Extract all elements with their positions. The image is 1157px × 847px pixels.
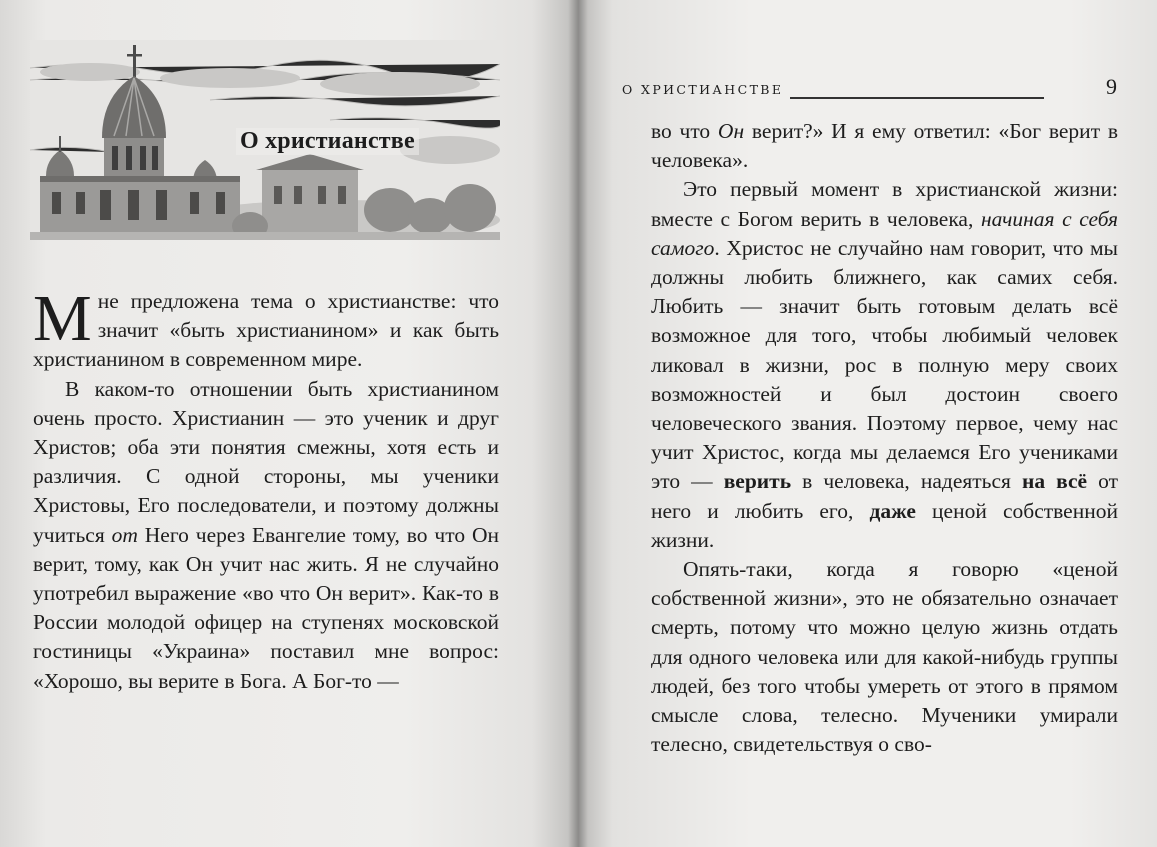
running-head-rule (790, 97, 1044, 99)
p2-bold-1: верить (723, 469, 792, 494)
p2-bold-2: на всё (1021, 469, 1088, 494)
p2-text-d: от него и любить его, (651, 469, 1118, 523)
p2-text-a: Это первый момент в христианской жизни: вместе с Богом верить в человека, (651, 177, 1118, 231)
paragraph-1 (33, 282, 499, 375)
paragraph-2 (33, 375, 499, 696)
chapter-title: О христианстве (236, 128, 419, 155)
paragraph-first-moment (651, 175, 1118, 555)
p3-text: Опять-таки, когда я говорю «ценой собственной жизни», это не обязательно означает смерть, потому что можно целую жизнь отдать для одного человека или для какой-нибудь группы людей, без того чтобы умереть от этого в прямом смысле слова, телесно. Мученики умирали телесно, свидетельствуя о сво- (651, 557, 1118, 757)
paragraph-2-text-a: В каком-то отношении быть христианином очень просто. Христианин — это ученик и друг Христов; оба эти понятия смежны, хотя есть и различия. С одной стороны, мы ученики Христовы, Его последователи, и поэтому должны учиться (33, 376, 499, 547)
p2-italic: начиная с себя самого (651, 206, 1119, 260)
p2-text-c: в человека, надеяться (791, 469, 1022, 494)
paragraph-2-text-b: Него через Евангелие тому, во что Он верит, тому, как Он учит нас жить. Я не случайно употребил выражение «во что Он верит». Как-то в России молодой офицер на ступенях московской гостиницы «Украина» поставил мне вопрос: «Хорошо, вы верите в Бога. А Бог-то — (33, 522, 500, 693)
left-page (0, 0, 578, 847)
left-page-body (33, 282, 500, 696)
paragraph-continued (651, 117, 1118, 175)
p1-italic: Он (717, 119, 745, 143)
paragraph-1-text: не предложена тема о христианстве: что значит «быть христианином» и как быть христианином в современном мире. (33, 289, 499, 372)
p2-bold-3: даже (869, 498, 916, 523)
book-gutter (568, 0, 588, 847)
right-page-body (651, 117, 1118, 759)
paragraph-2-italic: от (111, 522, 138, 547)
running-head: О ХРИСТИАНСТВЕ (622, 82, 784, 97)
p1-text-b: верит?» И я ему ответил: «Бог верит в человека». (651, 119, 1118, 173)
paragraph-again (651, 555, 1118, 759)
p2-text-b: . Христос не случайно нам говорит, что мы должны любить ближнего, как самих себя. Любить — значит быть готовым делать всё возможное для того, чтобы любимый человек ликовал в жизни, рос в полную меру своих возможностей и был достоин своего человеческого звания. Поэтому первое, чему нас учит Христос, когда мы делаемся Его учениками это — (651, 235, 1118, 494)
page-number: 9 (1106, 74, 1117, 99)
p1-text-a: во что (651, 119, 718, 143)
drop-cap: М (33, 282, 92, 355)
p2-text-e: ценой собственной жизни. (651, 498, 1118, 552)
